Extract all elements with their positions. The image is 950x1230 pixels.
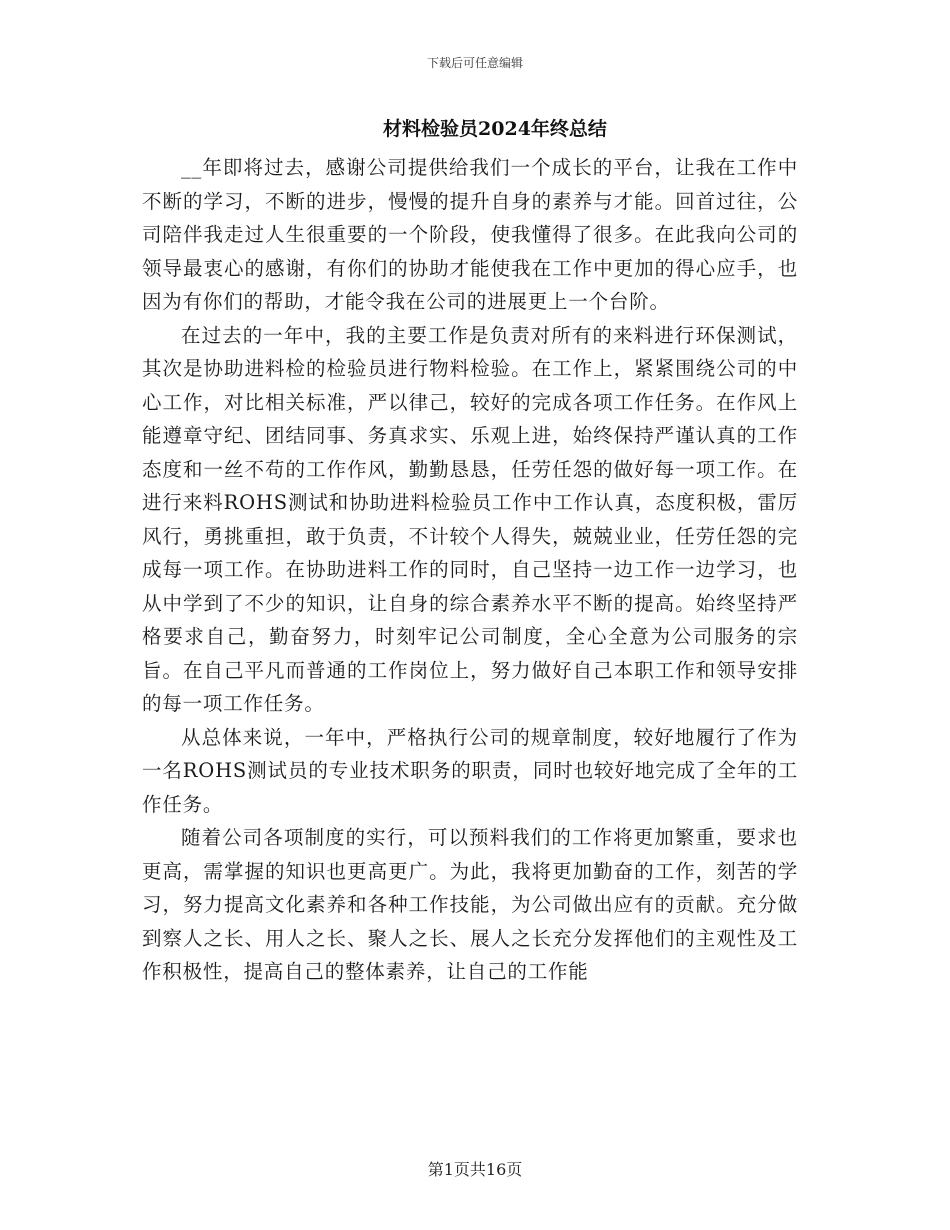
page-header-note: 下载后可任意编辑 xyxy=(426,56,523,70)
paragraph-1: __年即将过去，感谢公司提供给我们一个成长的平台，让我在工作中不断的学习，不断的进步，慢慢的提升自身的素养与才能。回首过往，公司陪伴我走过人生很重要的一个阶段，使我懂得了很多。在此我向公司的领导最衷心的感谢，有你们的协助才能使我在工作中更加的得心应手，也因为有你们的帮助，才能令我在公司的进展更上一个台阶。 xyxy=(142,156,798,313)
document-title: 材料检验员2024年终总结 xyxy=(383,118,607,140)
paragraph-3: 从总体来说，一年中，严格执行公司的规章制度，较好地履行了作为一名ROHS测试员的专业技术职务的职责，同时也较好地完成了全年的工作任务。 xyxy=(142,725,798,816)
paragraph-4: 随着公司各项制度的实行，可以预料我们的工作将更加繁重，要求也更高，需掌握的知识也更高更广。为此，我将更加勤奋的工作，刻苦的学习，努力提高文化素养和各种工作技能，为公司做出应有的贡献。充分做到察人之长、用人之长、聚人之长、展人之长充分发挥他们的主观性及工作积极性，提高自己的整体素养，让自己的工作能 xyxy=(142,826,798,983)
page-number-footer: 第1页共16页 xyxy=(427,1160,523,1179)
document-body xyxy=(142,151,798,989)
paragraph-2: 在过去的一年中，我的主要工作是负责对所有的来料进行环保测试，其次是协助进料检的检验员进行物料检验。在工作上，紧紧围绕公司的中心工作，对比相关标准，严以律己，较好的完成各项工作任务。在作风上能遵章守纪、团结同事、务真求实、乐观上进，始终保持严谨认真的工作态度和一丝不苟的工作作风，勤勤恳恳，任劳任怨的做好每一项工作。在进行来料ROHS测试和协助进料检验员工作中工作认真，态度积极，雷厉风行，勇挑重担，敢于负责，不计较个人得失，兢兢业业，任劳任怨的完成每一项工作。在协助进料工作的同时，自己坚持一边工作一边学习，也从中学到了不少的知识，让自身的综合素养水平不断的提高。始终坚持严格要求自己，勤奋努力，时刻牢记公司制度，全心全意为公司服务的宗旨。在自己平凡而普通的工作岗位上，努力做好自己本职工作和领导安排的每一项工作任务。 xyxy=(142,323,798,715)
